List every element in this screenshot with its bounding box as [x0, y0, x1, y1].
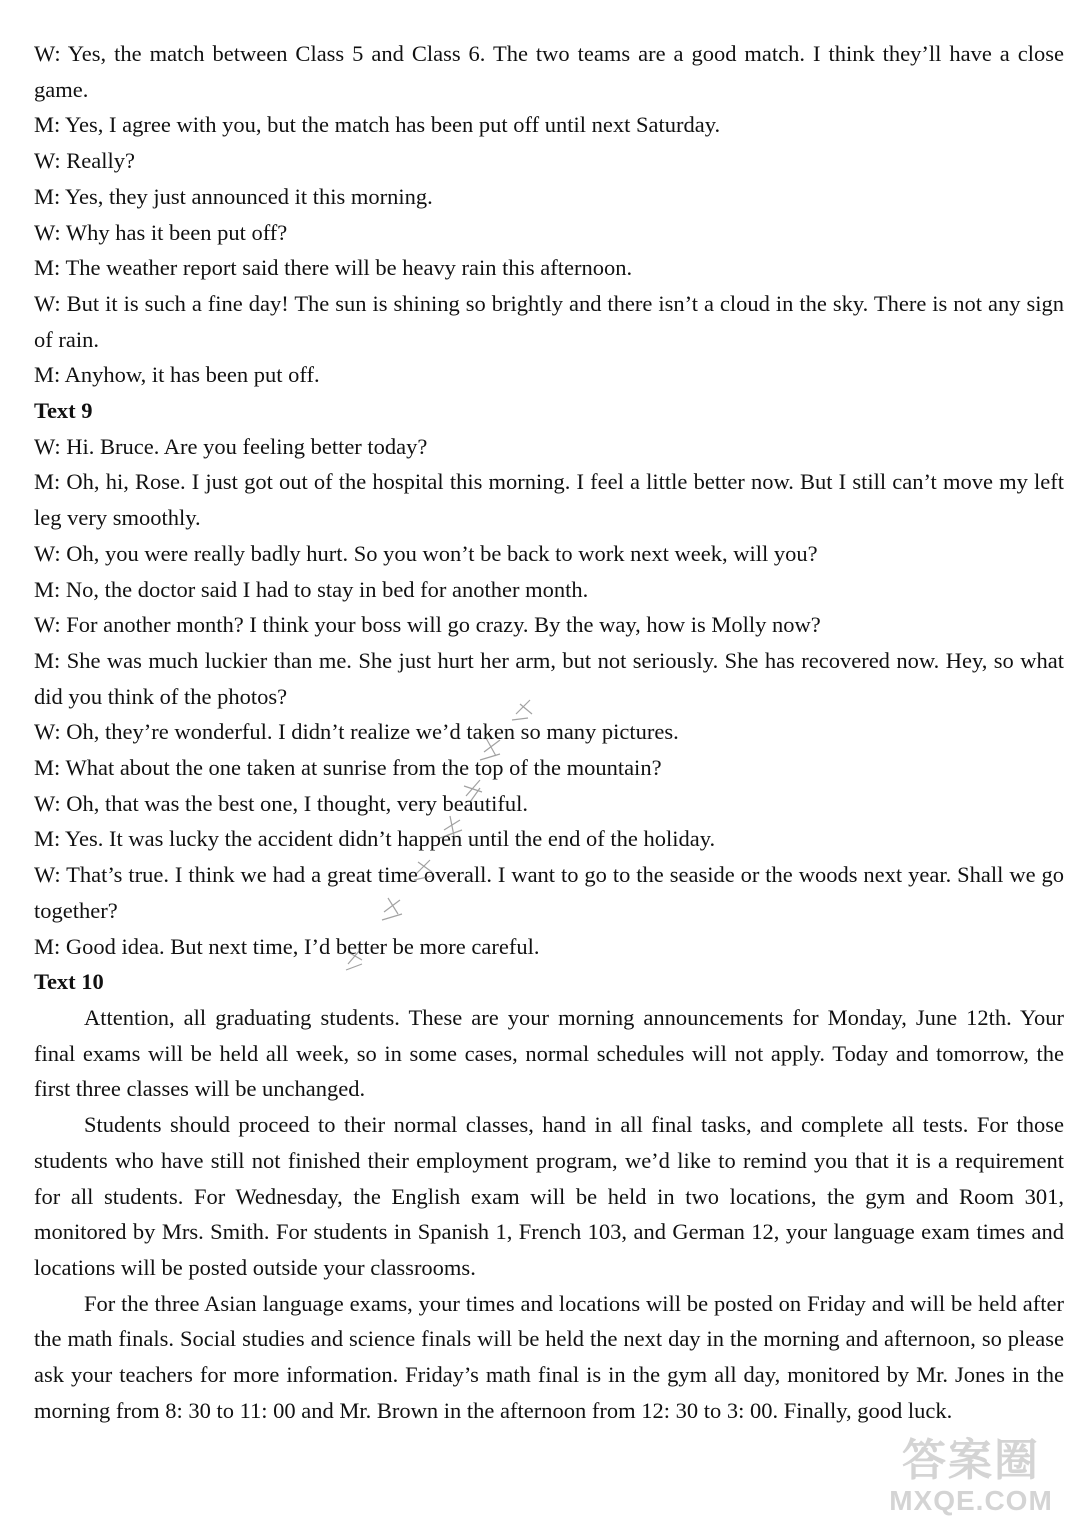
dialogue-line: M: She was much luckier than me. She just hurt her arm, but not seriously. She has recovered now. Hey, so what did you think of the photos?	[34, 647, 1064, 709]
document-page	[34, 36, 1064, 1428]
dialogue-line: M: What about the one taken at sunrise from the top of the mountain?	[34, 755, 662, 781]
dialogue-line: W: Why has it been put off?	[34, 219, 288, 245]
announcement-paragraph: Students should proceed to their normal classes, hand in all final tasks, and complete all tests. For those students who have still not finished their employment program, we’d like to remind you that it is a requirement for all students. For Wednesday, the English exam will be held in two locations, the gym and Room 301, monitored by Mrs. Smith. For students in Spanish 1, French 103, and German 12, your language exam times and locations will be posted outside your classrooms.	[34, 1112, 1064, 1280]
dialogue-line: W: But it is such a fine day! The sun is shining so brightly and there isn’t a cloud in the sky. There is not any sign of rain.	[34, 290, 1064, 352]
dialogue-line: W: Oh, you were really badly hurt. So you won’t be back to work next week, will you?	[34, 540, 818, 566]
dialogue-line: M: Good idea. But next time, I’d better be more careful.	[34, 933, 540, 959]
dialogue-line: W: Hi. Bruce. Are you feeling better today?	[34, 433, 428, 459]
announcement-paragraph: Attention, all graduating students. These are your morning announcements for Monday, June 12th. Your final exams will be held all week, so in some cases, normal schedules will not apply. Today and tomorrow, the first three classes will be unchanged.	[34, 1004, 1064, 1102]
dialogue-line: W: Oh, that was the best one, I thought, very beautiful.	[34, 790, 529, 816]
dialogue-line: W: Yes, the match between Class 5 and Class 6. The two teams are a good match. I think they’ll have a close game.	[34, 41, 1064, 102]
section-heading-text9: Text 9	[34, 398, 93, 424]
section-heading-text10: Text 10	[34, 969, 104, 995]
site-watermark-logo	[876, 1437, 1066, 1523]
watermark-chinese-text: 答案圈	[902, 1436, 1040, 1485]
dialogue-line: M: Yes, they just announced it this morning.	[34, 183, 433, 209]
dialogue-line: M: The weather report said there will be heavy rain this afternoon.	[34, 255, 633, 281]
dialogue-line: W: For another month? I think your boss will go crazy. By the way, how is Molly now?	[34, 612, 821, 638]
dialogue-line: W: Oh, they’re wonderful. I didn’t realize we’d taken so many pictures.	[34, 719, 679, 745]
watermark-url-text: MXQE.COM	[889, 1485, 1053, 1516]
dialogue-line: W: That’s true. I think we had a great time overall. I want to go to the seaside or the woods next year. Shall we go together?	[34, 862, 1064, 923]
dialogue-line: M: Yes, I agree with you, but the match has been put off until next Saturday.	[34, 112, 721, 138]
dialogue-line: M: Oh, hi, Rose. I just got out of the hospital this morning. I feel a little better now. But I still can’t move my left leg very smoothly.	[34, 469, 1064, 531]
dialogue-line: M: Anyhow, it has been put off.	[34, 362, 320, 388]
dialogue-line: W: Really?	[34, 148, 135, 174]
announcement-paragraph: For the three Asian language exams, your times and locations will be posted on Friday and will be held after the math finals. Social studies and science finals will be held the next day in the morning and afternoon, so please ask your teachers for more information. Friday’s math final is in the gym all day, monitored by Mr. Jones in the morning from 8: 30 to 11: 00 and Mr. Brown in the afternoon from 12: 30 to 3: 00. Finally, good luck.	[34, 1290, 1064, 1423]
dialogue-line: M: Yes. It was lucky the accident didn’t happen until the end of the holiday.	[34, 826, 716, 852]
dialogue-line: M: No, the doctor said I had to stay in bed for another month.	[34, 576, 589, 602]
